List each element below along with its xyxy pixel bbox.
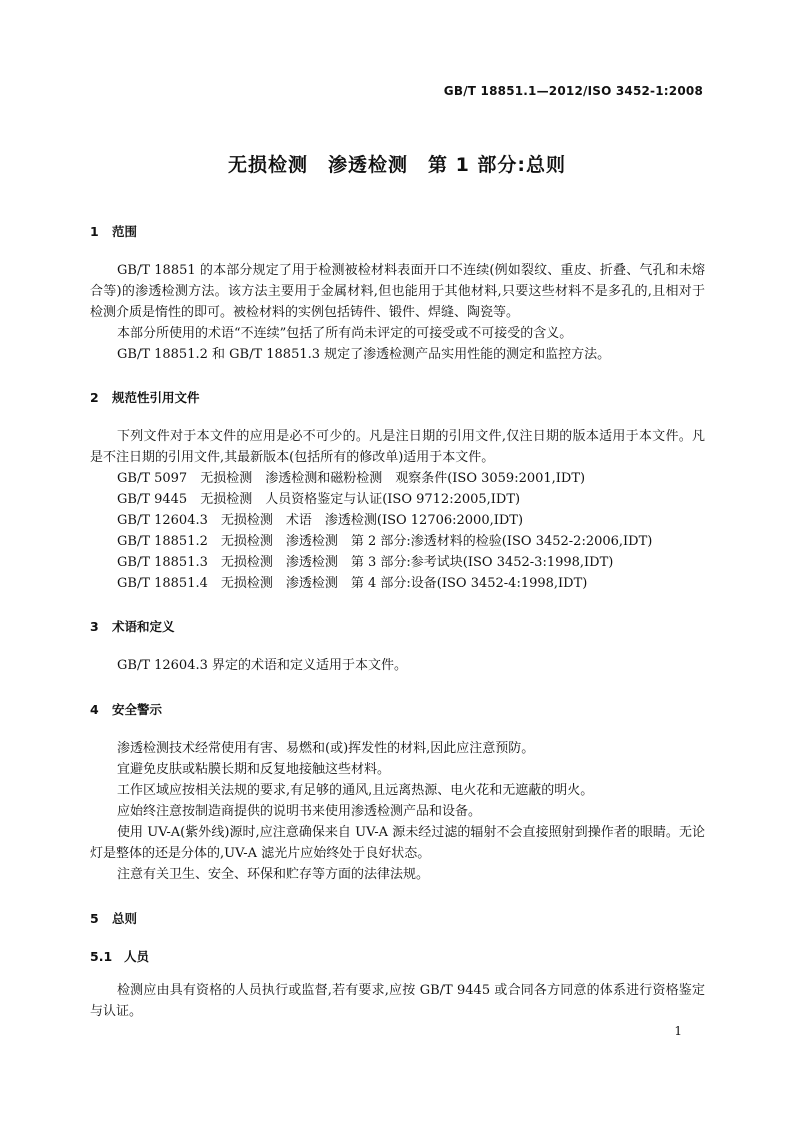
reference-item: GB/T 18851.2 无损检测 渗透检测 第 2 部分:渗透材料的检验(ISO 3452-2:2006,IDT) xyxy=(117,534,653,549)
section-5-heading xyxy=(90,909,137,927)
section-title: 规范性引用文件 xyxy=(112,390,200,405)
section-1-heading xyxy=(90,222,137,240)
reference-item: GB/T 9445 无损检测 人员资格鉴定与认证(ISO 9712:2005,IDT) xyxy=(117,492,521,507)
reference-item: GB/T 18851.4 无损检测 渗透检测 第 4 部分:设备(ISO 3452-4:1998,IDT) xyxy=(117,576,588,591)
paragraph: 应始终注意按制造商提供的说明书来使用渗透检测产品和设备。 xyxy=(117,804,482,819)
paragraph: 工作区域应按相关法规的要求,有足够的通风,且远离热源、电火花和无遮蔽的明火。 xyxy=(117,783,594,798)
section-number: 1 xyxy=(90,224,99,239)
paragraph: GB/T 12604.3 界定的术语和定义适用于本文件。 xyxy=(117,658,408,673)
page-number: 1 xyxy=(674,1024,682,1038)
paragraph: 注意有关卫生、安全、环保和贮存等方面的法律法规。 xyxy=(117,867,430,882)
document-title: 无损检测 渗透检测 第 1 部分:总则 xyxy=(227,154,567,176)
subsection-number: 5.1 xyxy=(90,949,113,964)
subsection-title: 人员 xyxy=(124,949,150,964)
paragraph: 宜避免皮肤或粘膜长期和反复地接触这些材料。 xyxy=(117,762,391,777)
reference-item: GB/T 5097 无损检测 渗透检测和磁粉检测 观察条件(ISO 3059:2001,IDT) xyxy=(117,471,586,486)
paragraph: 下列文件对于本文件的应用是必不可少的。凡是注日期的引用文件,仅注日期的版本适用于本文件。凡是不注日期的引用文件,其最新版本(包括所有的修改单)适用于本文件。 xyxy=(90,429,705,465)
paragraph: GB/T 18851 的本部分规定了用于检测被检材料表面开口不连续(例如裂纹、重皮、折叠、气孔和未熔合等)的渗透检测方法。该方法主要用于金属材料,但也能用于其他材料,只要这些材料不是多孔的,且相对于检测介质是惰性的即可。被检材料的实例包括铸件、锻件、焊缝、陶瓷等。 xyxy=(90,263,705,320)
paragraph: GB/T 18851.2 和 GB/T 18851.3 规定了渗透检测产品实用性能的测定和监控方法。 xyxy=(117,347,611,362)
section-number: 2 xyxy=(90,390,99,405)
section-4-heading xyxy=(90,700,162,718)
section-3-heading xyxy=(90,617,175,635)
section-title: 总则 xyxy=(112,911,138,926)
paragraph: 本部分所使用的术语“不连续”包括了所有尚未评定的可接受或不可接受的含义。 xyxy=(117,326,573,341)
reference-item: GB/T 12604.3 无损检测 术语 渗透检测(ISO 12706:2000,IDT) xyxy=(117,513,524,528)
paragraph: 渗透检测技术经常使用有害、易燃和(或)挥发性的材料,因此应注意预防。 xyxy=(117,741,535,756)
section-title: 范围 xyxy=(112,224,138,239)
section-number: 4 xyxy=(90,702,99,717)
paragraph: 使用 UV-A(紫外线)源时,应注意确保来自 UV-A 源未经过滤的辐射不会直接照射到操作者的眼睛。无论灯是整体的还是分体的,UV-A 滤光片应始终处于良好状态。 xyxy=(90,825,705,861)
section-number: 5 xyxy=(90,911,99,926)
section-title: 安全警示 xyxy=(112,702,163,717)
section-2-heading xyxy=(90,388,200,406)
paragraph: 检测应由具有资格的人员执行或监督,若有要求,应按 GB/T 9445 或合同各方同意的体系进行资格鉴定与认证。 xyxy=(90,983,705,1019)
section-number: 3 xyxy=(90,619,99,634)
standard-code: GB/T 18851.1—2012/ISO 3452-1:2008 xyxy=(443,84,703,98)
section-title: 术语和定义 xyxy=(112,619,175,634)
reference-item: GB/T 18851.3 无损检测 渗透检测 第 3 部分:参考试块(ISO 3452-3:1998,IDT) xyxy=(117,555,614,570)
subsection-5-1-heading xyxy=(90,947,149,965)
